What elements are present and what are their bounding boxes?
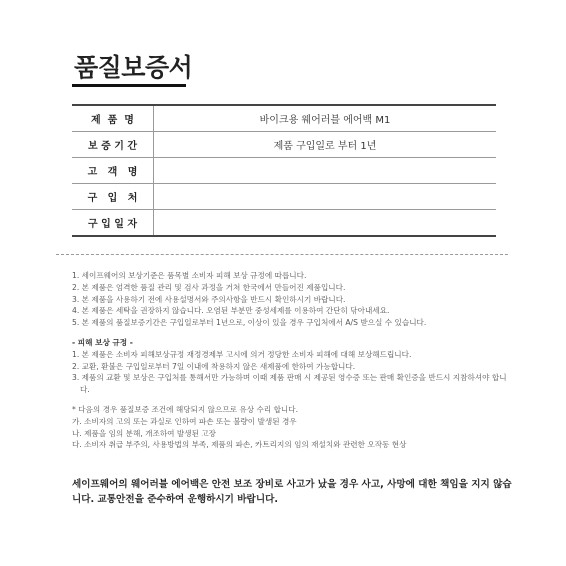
- row-value-customer-name: [154, 158, 497, 184]
- paid-repair-title: * 다음의 경우 품질보증 조건에 해당되지 않으므로 유상 수리 합니다.: [72, 404, 298, 414]
- note-item: 4. 본 제품은 세탁을 권장하지 않습니다. 오염된 부분만 중성세제를 이용하여 간단히 닦아내세요.: [72, 306, 390, 316]
- row-value-purchase-place: [154, 184, 497, 210]
- title-underline: [72, 84, 186, 87]
- compensation-item: 2. 교환, 환불은 구입일로부터 7일 이내에 착용하지 않은 새제품에 한하여 가능합니다.: [72, 361, 356, 371]
- row-label-warranty-period: 보 증 기 간: [72, 132, 154, 158]
- dashed-divider: [56, 254, 508, 255]
- row-label-product-name: 제 품 명: [72, 105, 154, 132]
- row-label-customer-name: 고 객 명: [72, 158, 154, 184]
- table-row-warranty-period: [72, 132, 496, 158]
- page-title: 품질보증서: [74, 53, 193, 82]
- row-label-purchase-place: 구 입 처: [72, 184, 154, 210]
- paid-repair-item: 나. 제품을 임의 분해, 개조하여 발생된 고장: [72, 428, 217, 438]
- note-item: 3. 본 제품을 사용하기 전에 사용설명서와 주의사항을 반드시 확인하시기 바랍니다.: [72, 294, 346, 304]
- row-label-purchase-date: 구 입 일 자: [72, 210, 154, 237]
- compensation-item: 1. 본 제품은 소비자 피해보상규정 재정경제부 고시에 의거 정당한 소비자 피해에 대해 보상해드립니다.: [72, 349, 412, 359]
- row-value-product-name: 바이크용 웨어러블 에어백 M1: [154, 105, 497, 132]
- note-item: 2. 본 제품은 엄격한 품질 관리 및 검사 과정을 거쳐 한국에서 만들어진 제품입니다.: [72, 282, 346, 292]
- warranty-info-table: [72, 104, 496, 237]
- note-item: 1. 세이프웨어의 보상기준은 품목별 소비자 피해 보상 규정에 따릅니다.: [72, 271, 307, 280]
- spacer: [72, 396, 512, 404]
- table-row-product-name: [72, 105, 496, 132]
- safety-warning: 세이프웨어의 웨어러블 에어백은 안전 보조 장비로 사고가 났을 경우 사고, 사망에 대한 책임을 지지 않습니다. 교통안전을 준수하여 운행하시기 바랍니다.: [72, 479, 512, 505]
- table-row-purchase-date: [72, 210, 496, 237]
- table-row-purchase-place: [72, 184, 496, 210]
- row-value-warranty-period: 제품 구입일로 부터 1년: [154, 132, 497, 158]
- damage-compensation-title: - 피해 보상 규정 -: [72, 337, 133, 347]
- paid-repair-item: 가. 소비자의 고의 또는 과실로 인하여 파손 또는 불량이 발생된 경우: [72, 416, 297, 426]
- table-row-customer-name: [72, 158, 496, 184]
- spacer: [72, 329, 512, 337]
- row-value-purchase-date: [154, 210, 497, 237]
- warranty-notes: [72, 270, 512, 451]
- paid-repair-item: 다. 소비자 취급 부주의, 사용방법의 부족, 제품의 파손, 카트리지의 임의 재설치와 관련한 오작동 현상: [72, 440, 407, 450]
- compensation-item: 3. 제품의 교환 및 보상은 구입처를 통해서만 가능하며 이때 제품 판매 시 제공된 영수증 또는 판매 확인증을 반드시 지참하셔야 합니다.: [72, 373, 507, 395]
- note-item: 5. 본 제품의 품질보증기간은 구입일로부터 1년으로, 이상이 있을 경우 구입처에서 A/S 받으실 수 있습니다.: [72, 318, 427, 328]
